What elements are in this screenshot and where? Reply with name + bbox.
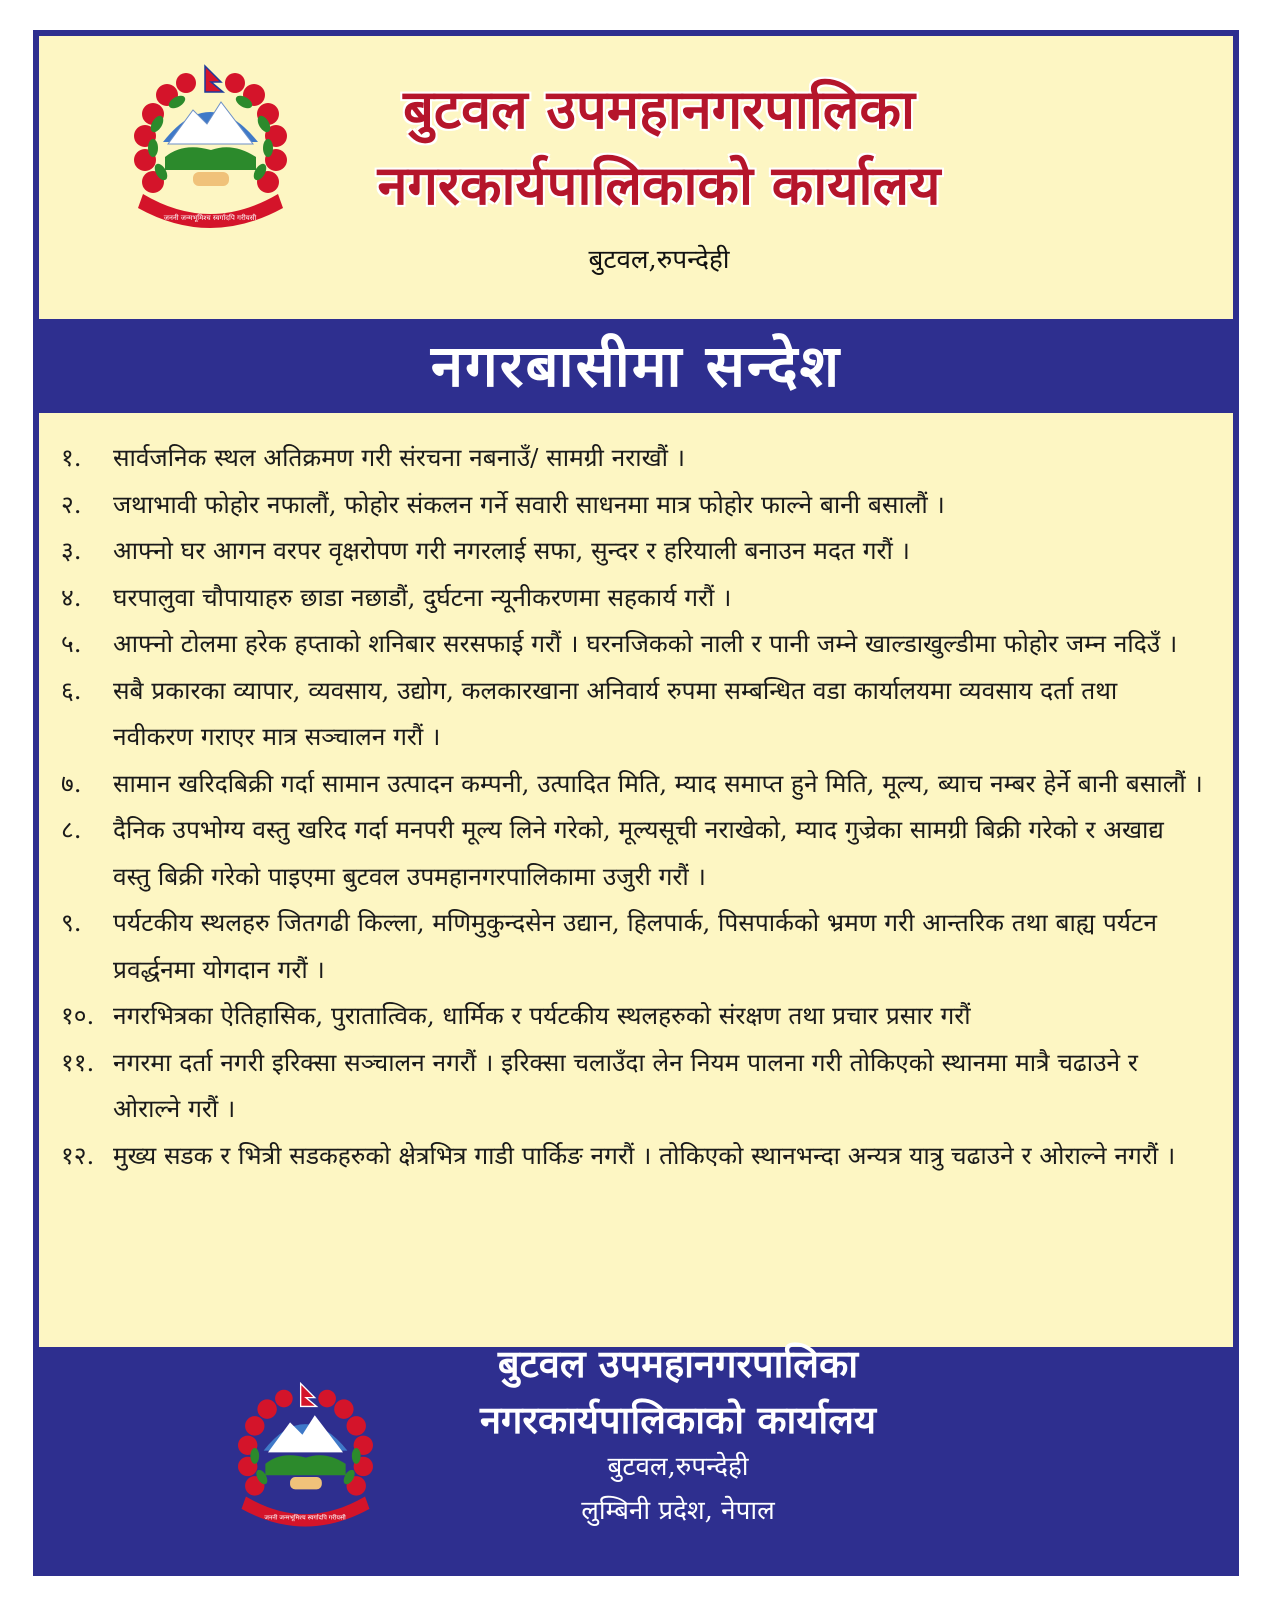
list-item: ६. सबै प्रकारका व्यापार, व्यवसाय, उद्योग, कलकारखाना अनिवार्य रुपमा सम्बन्धित वडा कार्यालयमा व्यवसाय दर्ता तथा नवीकरण गराएर मात्र सञ्चालन गरौं । xyxy=(61,675,1118,751)
poster-frame xyxy=(33,30,1239,1576)
svg-text:जननी जन्मभूमिश्च स्वर्गादपि गर: जननी जन्मभूमिश्च स्वर्गादपि गरीयसी xyxy=(163,214,257,222)
list-item: १. सार्वजनिक स्थल अतिक्रमण गरी संरचना नबनाउँ/ सामग्री नराखौं । xyxy=(61,443,686,472)
banner-title: नगरबासीमा सन्देश xyxy=(430,332,842,400)
office-location: बुटवल,रुपन्देही xyxy=(588,245,730,275)
list-item: ४. घरपालुवा चौपायाहरु छाडा नछाडौं, दुर्घटना न्यूनीकरणमा सहकार्य गरौं । xyxy=(61,582,732,612)
nepal-emblem-footer-icon xyxy=(228,1380,383,1530)
footer-office-name: बुटवल उपमहानगरपालिका xyxy=(497,1342,859,1386)
list-item: ७. सामान खरिदबिक्री गर्दा सामान उत्पादन कम्पनी, उत्पादित मिति, म्याद समाप्त हुने मिति, मूल्य, ब्याच नम्बर हेर्ने बानी बसालौं । xyxy=(61,768,1203,798)
message-list xyxy=(39,413,1233,1347)
message-banner xyxy=(39,319,1233,413)
header xyxy=(39,36,1233,319)
list-item: ११. नगरमा दर्ता नगरी इरिक्सा सञ्चालन नगरौं । इरिक्सा चलाउँदा लेन नियम पालना गरी तोकिएको स्थानमा मात्रै चढाउने र ओराल्ने गरौं । xyxy=(61,1047,1138,1123)
footer-office-subtitle: नगरकार्यपालिकाको कार्यालय xyxy=(479,1398,877,1442)
list-item: १०. नगरभित्रका ऐतिहासिक, पुरातात्विक, धार्मिक र पर्यटकीय स्थलहरुको संरक्षण तथा प्रचार प्रसार गरौं xyxy=(61,1001,971,1030)
nepal-emblem-icon xyxy=(123,62,298,232)
footer-location: बुटवल,रुपन्देही xyxy=(607,1452,749,1482)
svg-text:जननी जन्मभूमिश्च स्वर्गादपि गर: जननी जन्मभूमिश्च स्वर्गादपि गरीयसी xyxy=(264,1514,346,1522)
list-item: ५. आफ्नो टोलमा हरेक हप्ताको शनिबार सरसफाई गरौं । घरनजिकको नाली र पानी जम्ने खाल्डाखुल्डीमा फोहोर जम्न नदिउँ । xyxy=(61,629,1178,658)
footer-province: लुम्बिनी प्रदेश, नेपाल xyxy=(581,1496,775,1526)
list-item: ८. दैनिक उपभोग्य वस्तु खरिद गर्दा मनपरी मूल्य लिने गरेको, मूल्यसूची नराखेको, म्याद गुज्रेका सामग्री बिक्री गरेको र अखाद्य वस्तु बिक्री गरेको पाइएमा बुटवल उपमहानगरपालिकामा उजुरी गरौं । xyxy=(61,815,1164,891)
list-item: १२. मुख्य सडक र भित्री सडकहरुको क्षेत्रभित्र गाडी पार्किङ नगरौं । तोकिएको स्थानभन्दा अन्यत्र यात्रु चढाउने र ओराल्ने नगरौं । xyxy=(61,1140,1176,1170)
office-name-title: बुटवल उपमहानगरपालिका xyxy=(403,78,915,141)
list-item: २. जथाभावी फोहोर नफालौं, फोहोर संकलन गर्ने सवारी साधनमा मात्र फोहोर फाल्ने बानी बसालौं । xyxy=(61,489,945,519)
list-item: ९. पर्यटकीय स्थलहरु जितगढी किल्ला, मणिमुकुन्दसेन उद्यान, हिलपार्क, पिसपार्कको भ्रमण गरी आन्तरिक तथा बाह्य पर्यटन प्रवर्द्धनमा योगदान गरौं । xyxy=(61,908,1157,984)
list-item: ३. आफ्नो घर आगन वरपर वृक्षरोपण गरी नगरलाई सफा, सुन्दर र हरियाली बनाउन मदत गरौं । xyxy=(61,536,910,565)
office-subtitle: नगरकार्यपालिकाको कार्यालय xyxy=(377,154,941,217)
